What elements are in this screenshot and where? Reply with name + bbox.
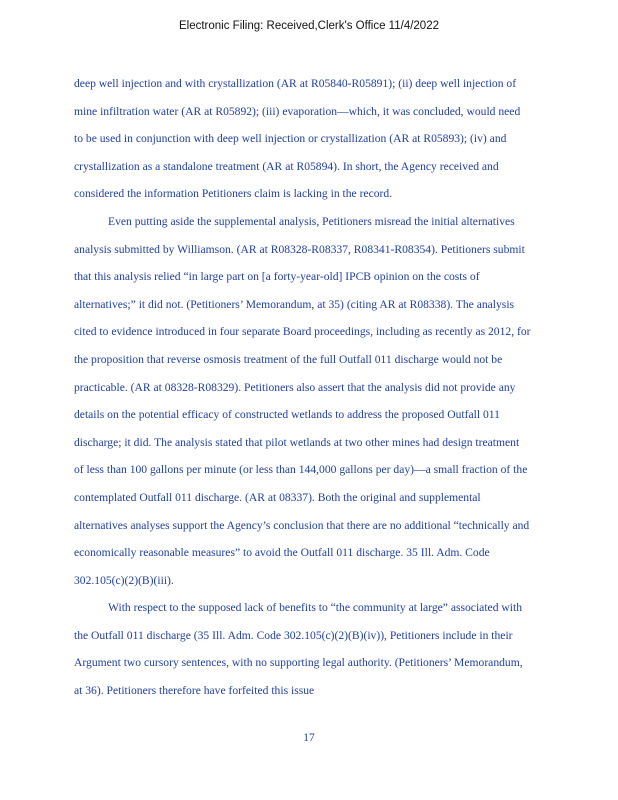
body-line: alternatives;” it did not. (Petitioners’ Memorandum, at 35) (citing AR at R08338). The analysis — [74, 297, 515, 311]
paragraph-start-line: With respect to the supposed lack of benefits to “the community at large” associated with — [108, 601, 522, 615]
body-line: deep well injection and with crystallization (AR at R05840-R05891); (ii) deep well injection of — [74, 77, 517, 90]
body-line: alternatives analyses support the Agency’s conclusion that there are no additional “technically and — [74, 518, 530, 532]
body-line: the Outfall 011 discharge (35 Ill. Adm. Code 302.105(c)(2)(B)(iv)), Petitioners include in their — [74, 628, 513, 642]
body-line: of less than 100 gallons per minute (or less than 144,000 gallons per day)—a small fraction of the — [74, 463, 528, 477]
body-line: analysis submitted by Williamson. (AR at R08328-R08337, R08341-R08354). Petitioners submit — [74, 242, 525, 256]
body-line: contemplated Outfall 011 discharge. (AR at 08337). Both the original and supplemental — [74, 490, 481, 504]
body-line: discharge; it did. The analysis stated that pilot wetlands at two other mines had design treatment — [74, 435, 520, 449]
body-line: details on the potential efficacy of constructed wetlands to address the proposed Outfall 011 — [74, 408, 500, 422]
body-line: crystallization as a standalone treatment (AR at R05894). In short, the Agency received and — [74, 159, 499, 173]
body-line: to be used in conjunction with deep well injection or crystallization (AR at R05893); (iv) and — [74, 132, 507, 146]
document-body — [74, 70, 604, 705]
body-line: cited to evidence introduced in four separate Board proceedings, including as recently as 2012, for — [74, 325, 531, 339]
body-line: at 36). Petitioners therefore have forfeited this issue — [74, 684, 315, 698]
body-line: practicable. (AR at 08328-R08329). Petitioners also assert that the analysis did not provide any — [74, 380, 516, 394]
body-line: considered the information Petitioners claim is lacking in the record. — [74, 187, 393, 201]
body-line: 302.105(c)(2)(B)(iii). — [74, 573, 174, 587]
paragraph-start-line: Even putting aside the supplemental analysis, Petitioners misread the initial alternatives — [108, 214, 515, 228]
page-number: 17 — [303, 732, 315, 744]
body-line: the proposition that reverse osmosis treatment of the full Outfall 011 discharge would not be — [74, 352, 503, 366]
body-line: Argument two cursory sentences, with no supporting legal authority. (Petitioners’ Memorandum, — [74, 656, 523, 670]
body-line: mine infiltration water (AR at R05892); (iii) evaporation—which, it was concluded, would need — [74, 104, 521, 118]
efiling-stamp: Electronic Filing: Received,Clerk's Office 11/4/2022 — [178, 20, 439, 32]
body-line: that this analysis relied “in large part on [a forty-year-old] IPCB opinion on the costs of — [74, 270, 480, 284]
body-line: economically reasonable measures” to avoid the Outfall 011 discharge. 35 Ill. Adm. Code — [74, 546, 490, 560]
